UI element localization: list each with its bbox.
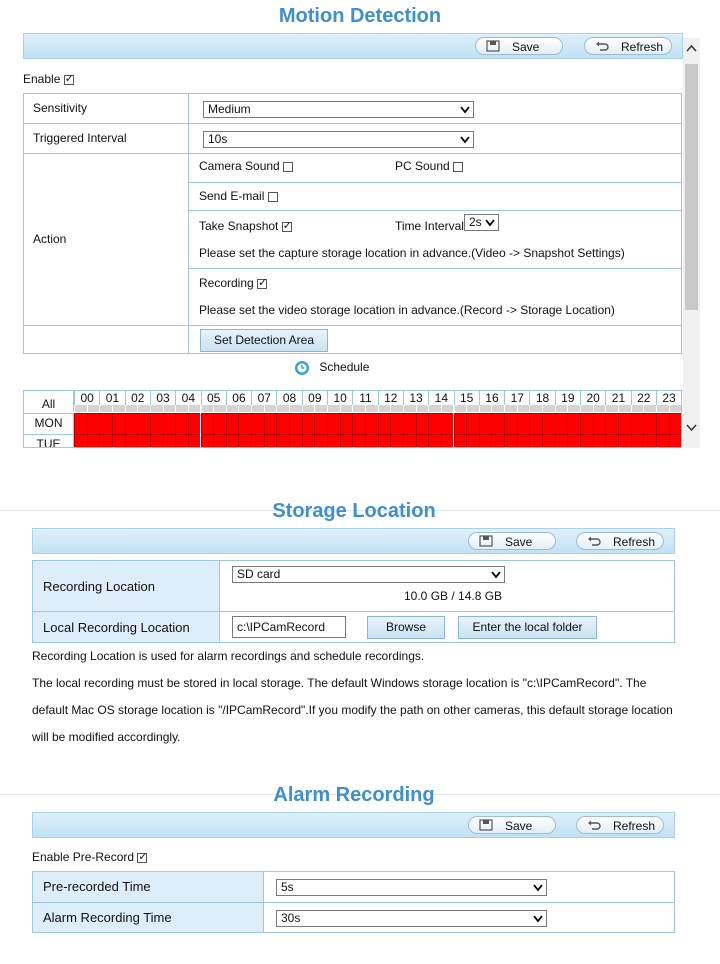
local-path-input[interactable] <box>232 616 346 638</box>
half-hour-toggle[interactable] <box>542 405 555 412</box>
schedule-slot[interactable] <box>352 434 365 448</box>
snapshot-row <box>199 219 292 233</box>
schedule-slot[interactable] <box>314 434 327 448</box>
hour-label-20[interactable]: 20 <box>580 391 605 405</box>
enable-row <box>23 72 74 86</box>
alarm-refresh-label: Refresh <box>613 819 656 833</box>
schedule-slot[interactable] <box>87 434 100 448</box>
schedule-slot[interactable] <box>226 413 239 434</box>
schedule-slot[interactable] <box>542 434 555 448</box>
motion-scrollbar[interactable] <box>683 38 700 448</box>
half-hour-toggle[interactable] <box>567 405 580 412</box>
row-divider <box>188 268 682 269</box>
hour-label-11[interactable]: 11 <box>352 391 377 405</box>
schedule-slot[interactable] <box>150 434 163 448</box>
schedule-slot[interactable] <box>201 434 214 448</box>
half-hour-toggle[interactable] <box>403 405 416 412</box>
schedule-slot[interactable] <box>631 434 644 448</box>
alarm-time-select[interactable] <box>276 910 547 927</box>
half-hour-toggle[interactable] <box>150 405 163 412</box>
schedule-slot[interactable] <box>567 434 580 448</box>
schedule-slot[interactable] <box>302 434 315 448</box>
schedule-slot[interactable] <box>605 434 618 448</box>
save-icon <box>486 40 500 52</box>
chevron-down-icon <box>484 216 496 229</box>
hour-label-03[interactable]: 03 <box>150 391 175 405</box>
rec-location-value: SD card <box>237 567 281 581</box>
half-hour-toggle[interactable] <box>352 405 365 412</box>
hour-label-14[interactable]: 14 <box>428 391 453 405</box>
schedule-slot[interactable] <box>99 434 112 448</box>
schedule-slot[interactable] <box>150 413 163 434</box>
half-hour-toggle[interactable] <box>302 405 315 412</box>
schedule-slot[interactable] <box>137 413 150 434</box>
enter-local-folder-label: Enter the local folder <box>472 620 583 634</box>
half-hour-toggle[interactable] <box>618 405 631 412</box>
half-hour-toggle[interactable] <box>163 405 176 412</box>
half-hour-toggle[interactable] <box>251 405 264 412</box>
schedule-slot[interactable] <box>137 434 150 448</box>
schedule-label: Schedule <box>319 360 370 375</box>
pc-sound-row <box>395 159 463 173</box>
half-hour-toggle[interactable] <box>289 405 302 412</box>
schedule-slot[interactable] <box>454 413 467 434</box>
pc-sound-label: PC Sound <box>395 159 450 173</box>
schedule-slot[interactable] <box>403 413 416 434</box>
schedule-slot[interactable] <box>365 434 378 448</box>
schedule-slot[interactable] <box>529 413 542 434</box>
refresh-icon <box>587 819 601 831</box>
schedule-slot[interactable] <box>441 413 454 434</box>
recording-row <box>199 276 267 290</box>
schedule-slot[interactable] <box>669 434 682 448</box>
schedule-slot[interactable] <box>479 434 492 448</box>
half-hour-toggle[interactable] <box>669 405 682 412</box>
half-hour-toggle[interactable] <box>125 405 138 412</box>
half-hour-toggle[interactable] <box>99 405 112 412</box>
recording-label: Recording <box>199 276 254 290</box>
schedule-slot[interactable] <box>555 413 568 434</box>
row-divider <box>188 210 682 211</box>
schedule-slot[interactable] <box>593 434 606 448</box>
storage-refresh-button[interactable] <box>576 532 664 550</box>
alarm-row-divider <box>32 902 675 903</box>
day-label-mon: MON <box>34 416 63 430</box>
schedule-slot[interactable] <box>593 413 606 434</box>
snapshot-label: Take Snapshot <box>199 219 279 233</box>
hour-label-12[interactable]: 12 <box>378 391 403 405</box>
camera-sound-label: Camera Sound <box>199 159 280 173</box>
enable-label: Enable <box>23 72 61 86</box>
day-tue-cell[interactable] <box>24 434 74 448</box>
half-hour-toggle[interactable] <box>643 405 656 412</box>
enable-pre-record-row <box>32 850 147 864</box>
schedule-slot[interactable] <box>378 413 391 434</box>
chevron-down-icon <box>532 912 544 925</box>
row-divider <box>23 123 682 124</box>
alarm-refresh-button[interactable] <box>576 816 664 834</box>
snapshot-checkbox[interactable] <box>282 222 292 232</box>
set-detection-area-label: Set Detection Area <box>213 333 315 347</box>
half-hour-toggle[interactable] <box>378 405 391 412</box>
hour-label-06[interactable]: 06 <box>226 391 251 405</box>
schedule-slot[interactable] <box>580 434 593 448</box>
schedule-slot[interactable] <box>479 413 492 434</box>
schedule-slot[interactable] <box>125 434 138 448</box>
motion-title: Motion Detection <box>278 5 442 27</box>
send-email-row <box>199 189 278 203</box>
save-icon <box>479 535 493 547</box>
half-hour-toggle[interactable] <box>365 405 378 412</box>
schedule-slot[interactable] <box>466 434 479 448</box>
schedule-slot[interactable] <box>175 413 188 434</box>
enable-checkbox[interactable] <box>64 75 74 85</box>
schedule-slot[interactable] <box>125 413 138 434</box>
browse-button[interactable] <box>367 616 445 639</box>
schedule-slot[interactable] <box>656 434 669 448</box>
storage-note-2: The local recording must be stored in local storage. The default Windows storage location is "c:\IPCamRecord". The default Mac OS storage location is "/IPCamRecord".If you modify the path on other cameras, this default storage location will be modified accordingly. <box>32 676 673 744</box>
alarm-time-value: 30s <box>281 911 301 925</box>
schedule-slot[interactable] <box>251 434 264 448</box>
half-hour-toggle[interactable] <box>87 405 100 412</box>
half-hour-toggle[interactable] <box>264 405 277 412</box>
half-hour-toggle[interactable] <box>314 405 327 412</box>
row-divider <box>188 182 682 183</box>
motion-refresh-label: Refresh <box>621 40 664 54</box>
hour-label-10[interactable]: 10 <box>327 391 352 405</box>
schedule-slot[interactable] <box>491 434 504 448</box>
refresh-icon <box>595 40 609 52</box>
schedule-header <box>294 360 369 376</box>
half-hour-toggle[interactable] <box>416 405 429 412</box>
alarm-save-button[interactable] <box>468 816 556 834</box>
half-hour-toggle[interactable] <box>276 405 289 412</box>
set-detection-area-button[interactable] <box>200 329 328 352</box>
schedule-slot[interactable] <box>618 413 631 434</box>
chevron-down-icon <box>490 568 502 581</box>
schedule-slot[interactable] <box>643 434 656 448</box>
schedule-slot[interactable] <box>74 434 87 448</box>
half-hour-toggle[interactable] <box>112 405 125 412</box>
schedule-slot[interactable] <box>264 413 277 434</box>
interval-select[interactable] <box>203 131 474 148</box>
pre-time-label: Pre-recorded Time <box>43 879 151 894</box>
half-hour-toggle[interactable] <box>555 405 568 412</box>
hour-label-15[interactable]: 15 <box>454 391 479 405</box>
enable-pre-record-label: Enable Pre-Record <box>32 850 135 864</box>
scroll-up-icon[interactable] <box>686 44 697 52</box>
row-divider <box>23 325 682 326</box>
schedule-slot[interactable] <box>74 413 87 434</box>
alarm-title: Alarm Recording <box>273 784 435 806</box>
schedule-slot[interactable] <box>428 434 441 448</box>
hour-label-07[interactable]: 07 <box>251 391 276 405</box>
hour-label-23[interactable]: 23 <box>656 391 681 405</box>
day-mon-cell[interactable] <box>24 413 74 434</box>
schedule-slot[interactable] <box>378 434 391 448</box>
schedule-slot[interactable] <box>175 434 188 448</box>
schedule-slot[interactable] <box>238 413 251 434</box>
schedule-slot[interactable] <box>656 413 669 434</box>
storage-title: Storage Location <box>272 500 436 522</box>
action-label: Action <box>33 232 67 246</box>
rec-location-label: Recording Location <box>43 579 156 594</box>
half-hour-toggle[interactable] <box>340 405 353 412</box>
motion-toolbar <box>23 33 683 59</box>
schedule-slot[interactable] <box>454 434 467 448</box>
schedule-slot[interactable] <box>403 434 416 448</box>
half-hour-toggle[interactable] <box>175 405 188 412</box>
schedule-slot[interactable] <box>365 413 378 434</box>
half-hour-toggle[interactable] <box>226 405 239 412</box>
schedule-slot[interactable] <box>441 434 454 448</box>
schedule-slot[interactable] <box>340 413 353 434</box>
schedule-slot[interactable] <box>529 434 542 448</box>
save-icon <box>479 819 493 831</box>
refresh-icon <box>587 535 601 547</box>
local-location-label: Local Recording Location <box>43 620 190 635</box>
half-hour-toggle[interactable] <box>593 405 606 412</box>
chevron-down-icon <box>459 133 471 146</box>
half-hour-toggle[interactable] <box>188 405 201 412</box>
scroll-down-icon[interactable] <box>686 424 697 432</box>
time-interval-label: Time Interval <box>395 219 464 233</box>
enable-pre-record-checkbox[interactable] <box>137 853 147 863</box>
hour-label-17[interactable]: 17 <box>504 391 529 405</box>
half-hour-toggle[interactable] <box>605 405 618 412</box>
schedule-slot[interactable] <box>314 413 327 434</box>
schedule-slot[interactable] <box>416 413 429 434</box>
recording-note: Please set the video storage location in advance.(Record -> Storage Location) <box>199 303 615 317</box>
camera-sound-row <box>199 159 293 173</box>
storage-row-divider <box>32 611 675 612</box>
schedule-slot[interactable] <box>567 413 580 434</box>
half-hour-toggle[interactable] <box>390 405 403 412</box>
sensitivity-label: Sensitivity <box>33 101 88 115</box>
half-hour-toggle[interactable] <box>504 405 517 412</box>
schedule-slot[interactable] <box>302 413 315 434</box>
half-hour-toggle[interactable] <box>466 405 479 412</box>
schedule-slot[interactable] <box>289 413 302 434</box>
hour-label-18[interactable]: 18 <box>529 391 554 405</box>
time-interval-value: 2s <box>469 215 482 229</box>
schedule-slot[interactable] <box>643 413 656 434</box>
schedule-slot[interactable] <box>163 413 176 434</box>
schedule-slot[interactable] <box>99 413 112 434</box>
motion-save-button[interactable] <box>475 37 563 55</box>
storage-save-label: Save <box>505 535 533 549</box>
snapshot-note: Please set the capture storage location in advance.(Video -> Snapshot Settings) <box>199 246 625 260</box>
hour-label-21[interactable]: 21 <box>605 391 630 405</box>
camera-sound-checkbox[interactable] <box>283 162 293 172</box>
storage-note-1: Recording Location is used for alarm recordings and schedule recordings. <box>32 649 425 663</box>
browse-label: Browse <box>385 620 426 634</box>
storage-toolbar <box>32 528 675 554</box>
sensitivity-value: Medium <box>208 102 251 116</box>
half-hour-toggle[interactable] <box>580 405 593 412</box>
schedule-slot[interactable] <box>580 413 593 434</box>
schedule-slot[interactable] <box>605 413 618 434</box>
schedule-slot[interactable] <box>517 413 530 434</box>
half-hour-toggle[interactable] <box>137 405 150 412</box>
schedule-slot[interactable] <box>390 413 403 434</box>
storage-col-divider <box>219 560 220 643</box>
schedule-slot[interactable] <box>631 413 644 434</box>
storage-save-button[interactable] <box>468 532 556 550</box>
motion-refresh-button[interactable] <box>584 37 672 55</box>
schedule-slot[interactable] <box>618 434 631 448</box>
half-hour-toggle[interactable] <box>656 405 669 412</box>
hour-label-09[interactable]: 09 <box>302 391 327 405</box>
schedule-slot[interactable] <box>555 434 568 448</box>
schedule-slot[interactable] <box>669 413 682 434</box>
pre-time-select[interactable] <box>276 879 547 896</box>
schedule-slot[interactable] <box>428 413 441 434</box>
hour-label-13[interactable]: 13 <box>403 391 428 405</box>
schedule-slot[interactable] <box>327 434 340 448</box>
schedule-slot[interactable] <box>504 413 517 434</box>
hour-label-00[interactable]: 00 <box>74 391 99 405</box>
schedule-slot[interactable] <box>188 413 201 434</box>
half-hour-toggle[interactable] <box>479 405 492 412</box>
row-divider <box>23 153 682 154</box>
half-hour-toggle[interactable] <box>428 405 441 412</box>
schedule-grid <box>23 390 682 448</box>
schedule-slot[interactable] <box>238 434 251 448</box>
hour-label-08[interactable]: 08 <box>276 391 301 405</box>
schedule-slot[interactable] <box>340 434 353 448</box>
schedule-all-cell[interactable] <box>24 391 74 412</box>
half-hour-toggle[interactable] <box>491 405 504 412</box>
half-hour-toggle[interactable] <box>631 405 644 412</box>
hour-label-04[interactable]: 04 <box>175 391 200 405</box>
capacity-text: 10.0 GB / 14.8 GB <box>404 589 503 603</box>
schedule-slot[interactable] <box>517 434 530 448</box>
chevron-down-icon <box>532 881 544 894</box>
interval-value: 10s <box>208 132 228 146</box>
schedule-slot[interactable] <box>188 434 201 448</box>
schedule-slot[interactable] <box>226 434 239 448</box>
schedule-slot[interactable] <box>112 413 125 434</box>
rec-location-select[interactable] <box>232 566 505 583</box>
day-label-tue: TUE <box>36 437 61 448</box>
alarm-toolbar <box>32 812 675 838</box>
schedule-slot[interactable] <box>466 413 479 434</box>
schedule-slot[interactable] <box>264 434 277 448</box>
schedule-slot[interactable] <box>112 434 125 448</box>
schedule-slot[interactable] <box>213 434 226 448</box>
interval-label: Triggered Interval <box>33 131 127 145</box>
schedule-slot[interactable] <box>504 434 517 448</box>
hour-label-19[interactable]: 19 <box>555 391 580 405</box>
half-hour-toggle[interactable] <box>213 405 226 412</box>
schedule-slot[interactable] <box>276 413 289 434</box>
schedule-slot[interactable] <box>327 413 340 434</box>
schedule-slot[interactable] <box>289 434 302 448</box>
schedule-slot[interactable] <box>213 413 226 434</box>
chevron-down-icon <box>459 103 471 116</box>
motion-save-label: Save <box>512 40 540 54</box>
half-hour-toggle[interactable] <box>529 405 542 412</box>
schedule-slot[interactable] <box>352 413 365 434</box>
hour-label-01[interactable]: 01 <box>99 391 124 405</box>
schedule-all-label: All <box>41 397 56 411</box>
enter-local-folder-button[interactable] <box>458 616 597 639</box>
send-email-label: Send E-mail <box>199 189 265 203</box>
time-interval-select[interactable] <box>464 214 499 231</box>
send-email-checkbox[interactable] <box>268 192 278 202</box>
schedule-slot[interactable] <box>201 413 214 434</box>
schedule-slot[interactable] <box>542 413 555 434</box>
schedule-slot[interactable] <box>87 413 100 434</box>
schedule-slot[interactable] <box>491 413 504 434</box>
pc-sound-checkbox[interactable] <box>453 162 463 172</box>
half-hour-toggle[interactable] <box>327 405 340 412</box>
schedule-slot[interactable] <box>251 413 264 434</box>
schedule-slot[interactable] <box>276 434 289 448</box>
storage-refresh-label: Refresh <box>613 535 656 549</box>
alarm-save-label: Save <box>505 819 533 833</box>
half-hour-toggle[interactable] <box>74 405 87 412</box>
half-hour-toggle[interactable] <box>517 405 530 412</box>
alarm-time-label: Alarm Recording Time <box>43 910 172 925</box>
hour-label-22[interactable]: 22 <box>631 391 656 405</box>
hour-label-02[interactable]: 02 <box>125 391 150 405</box>
recording-checkbox[interactable] <box>257 279 267 289</box>
sensitivity-select[interactable] <box>203 101 474 118</box>
half-hour-toggle[interactable] <box>201 405 214 412</box>
local-path-value: c:\IPCamRecord <box>237 620 326 634</box>
clock-icon <box>294 360 310 376</box>
hour-label-16[interactable]: 16 <box>479 391 504 405</box>
hour-label-05[interactable]: 05 <box>201 391 226 405</box>
pre-time-value: 5s <box>281 880 294 894</box>
schedule-slot[interactable] <box>416 434 429 448</box>
half-hour-toggle[interactable] <box>441 405 454 412</box>
motion-col-divider <box>188 93 189 354</box>
schedule-slot[interactable] <box>390 434 403 448</box>
schedule-slot[interactable] <box>163 434 176 448</box>
half-hour-toggle[interactable] <box>454 405 467 412</box>
scroll-thumb[interactable] <box>685 64 698 310</box>
half-hour-toggle[interactable] <box>238 405 251 412</box>
